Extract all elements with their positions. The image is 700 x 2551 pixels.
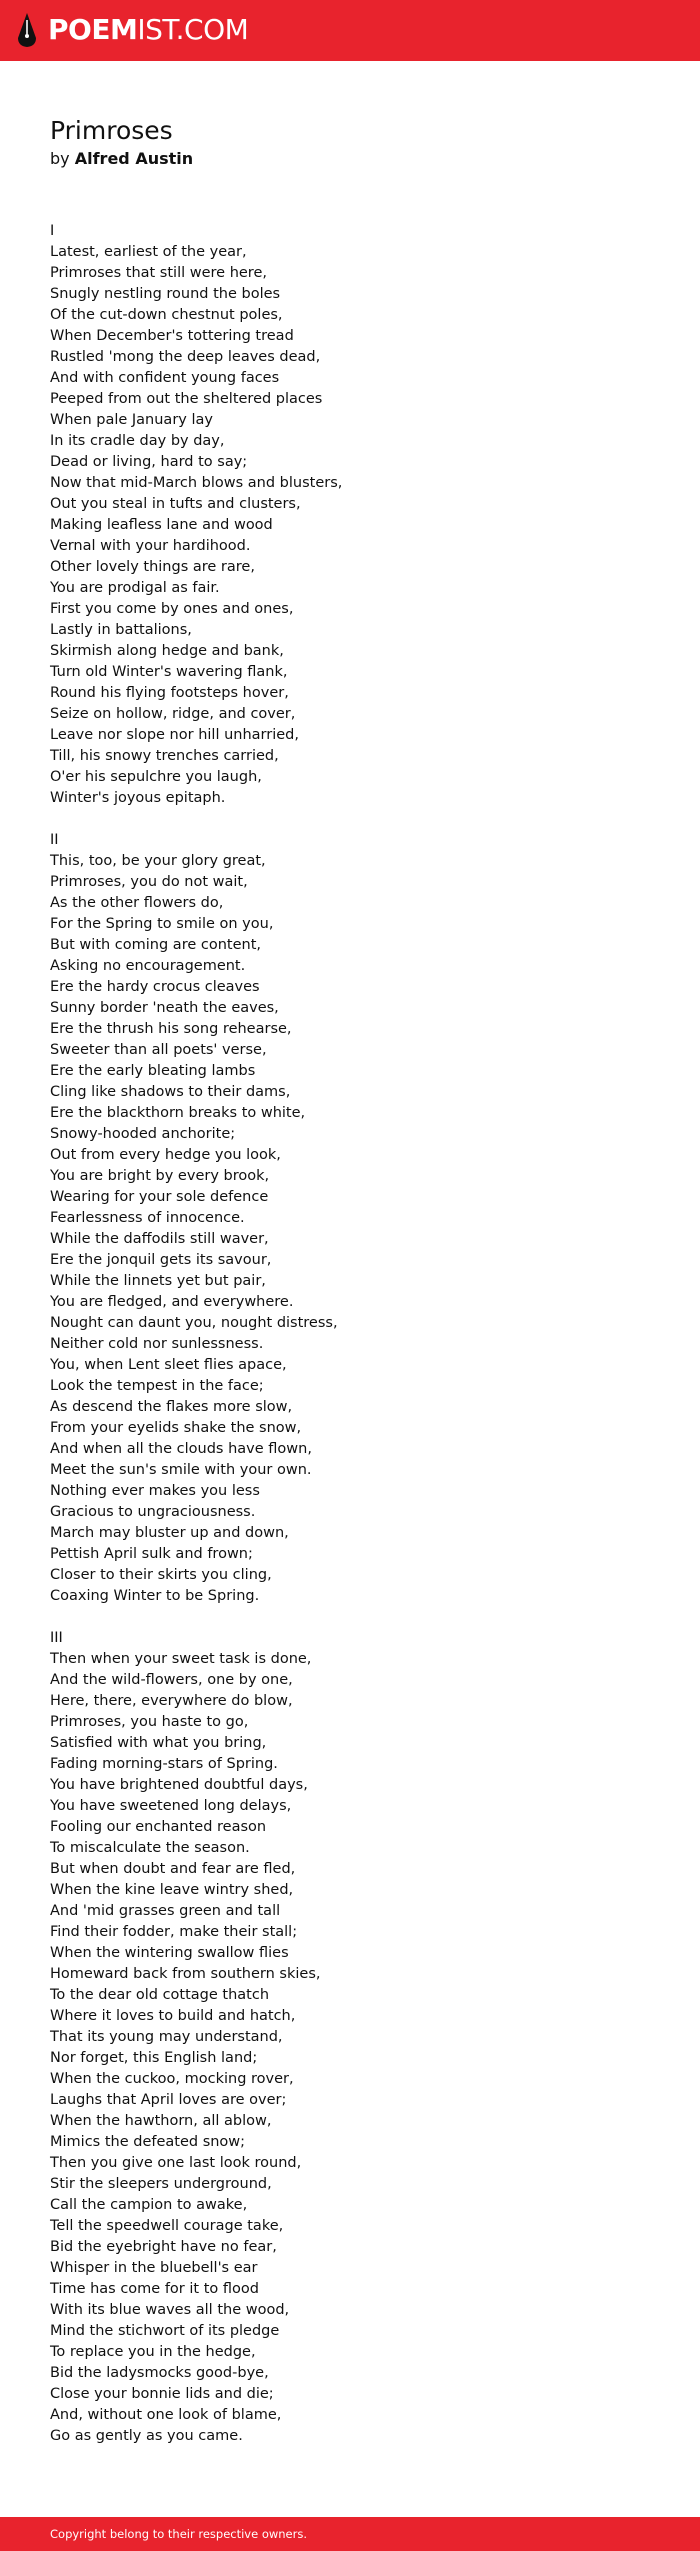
poem-line: Call the campion to awake, <box>50 2197 248 2213</box>
poem-line: When December's tottering tread <box>50 328 294 344</box>
poem-line: And with confident young faces <box>50 370 280 386</box>
poem-line: Fearlessness of innocence. <box>50 1210 245 1226</box>
poem-line: To replace you in the hedge, <box>50 2344 256 2360</box>
poem-line: Of the cut-down chestnut poles, <box>50 307 283 323</box>
poem-line: When the cuckoo, mocking rover, <box>50 2071 294 2087</box>
poem-line: Peeped from out the sheltered places <box>50 391 323 407</box>
poem-line: Round his flying footsteps hover, <box>50 685 289 701</box>
poem-line: Then you give one last look round, <box>50 2155 302 2171</box>
poem-line: Rustled 'mong the deep leaves dead, <box>50 349 321 365</box>
poem-line: You have sweetened long delays, <box>50 1798 292 1814</box>
stanza <box>50 830 650 1607</box>
poem-line: You are fledged, and everywhere. <box>50 1294 294 1310</box>
poem-line: Leave nor slope nor hill unharried, <box>50 727 299 743</box>
poem-line: Whisper in the bluebell's ear <box>50 2260 258 2276</box>
poem-line: Till, his snowy trenches carried, <box>50 748 279 764</box>
poem-line: With its blue waves all the wood, <box>50 2302 290 2318</box>
poem-byline <box>50 148 193 170</box>
poem-line: This, too, be your glory great, <box>50 853 266 869</box>
poem-line: Dead or living, hard to say; <box>50 454 248 470</box>
poem-line: Go as gently as you came. <box>50 2428 243 2444</box>
poem-line: Gracious to ungraciousness. <box>50 1504 256 1520</box>
stanza-number: I <box>50 223 55 239</box>
site-logo-link[interactable] <box>48 13 248 47</box>
poem-line: To the dear old cottage thatch <box>50 1987 270 2003</box>
poem-line: Meet the sun's smile with your own. <box>50 1462 312 1478</box>
stanza <box>50 221 650 809</box>
poem-line: Wearing for your sole defence <box>50 1189 269 1205</box>
poem-line: Ere the jonquil gets its savour, <box>50 1252 272 1268</box>
poem-line: Mind the stichwort of its pledge <box>50 2323 280 2339</box>
poem-line: Skirmish along hedge and bank, <box>50 643 284 659</box>
poem-line: While the linnets yet but pair, <box>50 1273 266 1289</box>
poem-line: Ere the blackthorn breaks to white, <box>50 1105 306 1121</box>
poem-line: Tell the speedwell courage take, <box>50 2218 284 2234</box>
poem-line: Satisfied with what you bring, <box>50 1735 267 1751</box>
poem-line: Laughs that April loves are over; <box>50 2092 287 2108</box>
poem-line: Asking no encouragement. <box>50 958 246 974</box>
poem-line: Ere the early bleating lambs <box>50 1063 256 1079</box>
poem-line: Nothing ever makes you less <box>50 1483 260 1499</box>
poem-line: Homeward back from southern skies, <box>50 1966 321 1982</box>
author-name: Alfred Austin <box>74 149 194 168</box>
site-footer <box>0 2517 700 2551</box>
poem-line: Here, there, everywhere do blow, <box>50 1693 293 1709</box>
poem-line: Closer to their skirts you cling, <box>50 1567 272 1583</box>
poem-line: To miscalculate the season. <box>50 1840 250 1856</box>
poem-line: And 'mid grasses green and tall <box>50 1903 281 1919</box>
poem-line: Snowy-hooded anchorite; <box>50 1126 236 1142</box>
stanza-number: III <box>50 1630 63 1646</box>
poem-line: When the wintering swallow flies <box>50 1945 289 1961</box>
poem-line: Other lovely things are rare, <box>50 559 255 575</box>
poem-line: Bid the eyebright have no fear, <box>50 2239 277 2255</box>
logo-text-bold: POEM <box>48 13 138 46</box>
poem-line: Nought can daunt you, nought distress, <box>50 1315 338 1331</box>
poem-line: Primroses, you do not wait, <box>50 874 248 890</box>
poem-line: You are bright by every brook, <box>50 1168 270 1184</box>
poem-line: Cling like shadows to their dams, <box>50 1084 291 1100</box>
poem-line: And, without one look of blame, <box>50 2407 282 2423</box>
poem-line: Coaxing Winter to be Spring. <box>50 1588 260 1604</box>
poem-line: Fading morning-stars of Spring. <box>50 1756 278 1772</box>
poem-line: From your eyelids shake the snow, <box>50 1420 302 1436</box>
poem-line: Primroses, you haste to go, <box>50 1714 249 1730</box>
poem-line: Ere the thrush his song rehearse, <box>50 1021 292 1037</box>
poem-title: Primroses <box>50 116 173 145</box>
poem-line: Pettish April sulk and frown; <box>50 1546 253 1562</box>
poem-line: But when doubt and fear are fled, <box>50 1861 296 1877</box>
poem-line: While the daffodils still waver, <box>50 1231 269 1247</box>
poem-line: Then when your sweet task is done, <box>50 1651 312 1667</box>
poem-line: When the hawthorn, all ablow, <box>50 2113 272 2129</box>
poem-line: Sweeter than all poets' verse, <box>50 1042 267 1058</box>
logo-text-light: IST.COM <box>137 13 249 46</box>
poem-line: Vernal with your hardihood. <box>50 538 251 554</box>
poem-line: Primroses that still were here, <box>50 265 267 281</box>
poem-line: For the Spring to smile on you, <box>50 916 274 932</box>
poem-line: Sunny border 'neath the eaves, <box>50 1000 279 1016</box>
poem-line: Bid the ladysmocks good-bye, <box>50 2365 269 2381</box>
poem-line: As the other flowers do, <box>50 895 224 911</box>
poem-line: Stir the sleepers underground, <box>50 2176 272 2192</box>
poem-line: Seize on hollow, ridge, and cover, <box>50 706 296 722</box>
poem-line: Close your bonnie lids and die; <box>50 2386 274 2402</box>
poem-line: As descend the flakes more slow, <box>50 1399 293 1415</box>
poem-line: Out you steal in tufts and clusters, <box>50 496 301 512</box>
poem-line: Turn old Winter's wavering flank, <box>50 664 288 680</box>
poem-line: Now that mid-March blows and blusters, <box>50 475 343 491</box>
poem-line: Look the tempest in the face; <box>50 1378 264 1394</box>
poem-line: Snugly nestling round the boles <box>50 286 281 302</box>
pen-nib-icon <box>17 12 37 48</box>
poem-line: Ere the hardy crocus cleaves <box>50 979 260 995</box>
poem-line: That its young may understand, <box>50 2029 283 2045</box>
poem-line: When pale January lay <box>50 412 213 428</box>
poem-line: Lastly in battalions, <box>50 622 192 638</box>
poem-line: You have brightened doubtful days, <box>50 1777 308 1793</box>
poem-line: Out from every hedge you look, <box>50 1147 281 1163</box>
poem-line: But with coming are content, <box>50 937 261 953</box>
poem-line: Time has come for it to flood <box>50 2281 259 2297</box>
site-header <box>0 0 700 61</box>
stanza-number: II <box>50 832 59 848</box>
poem-line: You are prodigal as fair. <box>50 580 220 596</box>
poem-line: And the wild-flowers, one by one, <box>50 1672 293 1688</box>
poem-line: Find their fodder, make their stall; <box>50 1924 298 1940</box>
copyright-text: Copyright belong to their respective owners. <box>50 2527 308 2541</box>
poem-line: Making leafless lane and wood <box>50 517 273 533</box>
poem-line: When the kine leave wintry shed, <box>50 1882 294 1898</box>
poem-body <box>50 221 650 2468</box>
poem-line: Neither cold nor sunlessness. <box>50 1336 264 1352</box>
byline-prefix: by <box>50 149 70 168</box>
poem-line: Nor forget, this English land; <box>50 2050 258 2066</box>
poem-line: Mimics the defeated snow; <box>50 2134 246 2150</box>
poem-line: Latest, earliest of the year, <box>50 244 247 260</box>
stanza <box>50 1628 650 2447</box>
poem-line: You, when Lent sleet flies apace, <box>50 1357 287 1373</box>
poem-line: Winter's joyous epitaph. <box>50 790 226 806</box>
poem-line: In its cradle day by day, <box>50 433 225 449</box>
poem-line: O'er his sepulchre you laugh, <box>50 769 262 785</box>
poem-line: And when all the clouds have flown, <box>50 1441 312 1457</box>
poem-line: March may bluster up and down, <box>50 1525 289 1541</box>
poem-line: Fooling our enchanted reason <box>50 1819 267 1835</box>
poem-line: Where it loves to build and hatch, <box>50 2008 296 2024</box>
poem-line: First you come by ones and ones, <box>50 601 294 617</box>
